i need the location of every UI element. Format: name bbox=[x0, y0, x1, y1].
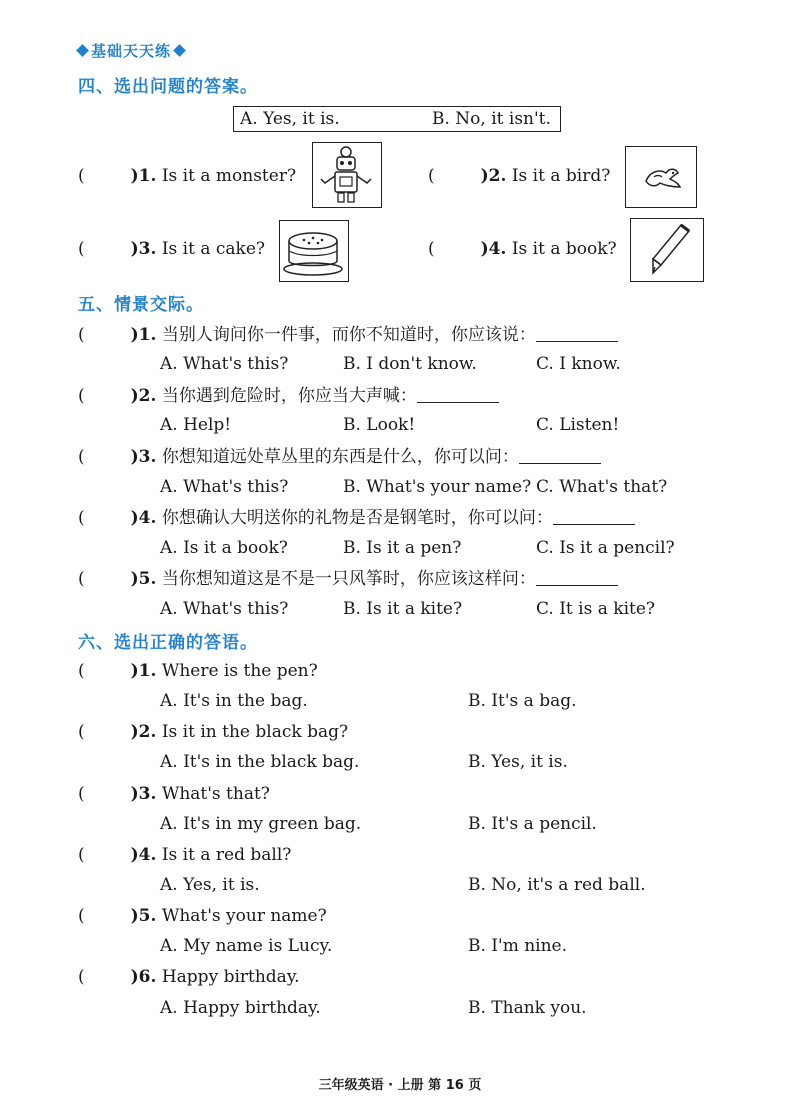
question-row: ( )1. 当别人询问你一件事，而你不知道时，你应该说： bbox=[78, 324, 618, 346]
choice-a: A. What's this? bbox=[160, 354, 289, 374]
question-text: 当别人询问你一件事，而你不知道时，你应该说： bbox=[161, 325, 536, 345]
choice-b: B. It's a pencil. bbox=[468, 814, 597, 834]
question-text: 当你想知道这是不是一只风筝时，你应该这样问： bbox=[161, 569, 536, 589]
choice-b: B. Is it a kite? bbox=[343, 599, 463, 619]
page-footer: 三年级英语 · 上册 第 16 页 bbox=[318, 1078, 482, 1093]
question-row: ( )1. Is it a monster? bbox=[78, 166, 297, 186]
choice-c: C. It is a kite? bbox=[536, 599, 656, 619]
choice-a: A. My name is Lucy. bbox=[160, 936, 333, 956]
choice-b: B. I don't know. bbox=[343, 354, 477, 374]
answer-paren[interactable]: ( bbox=[78, 967, 85, 987]
answer-paren[interactable]: ( bbox=[78, 906, 85, 926]
choice-a: A. It's in the black bag. bbox=[160, 752, 360, 772]
choice-a: A. Is it a book? bbox=[160, 538, 288, 558]
choice-a: A. It's in my green bag. bbox=[160, 814, 362, 834]
cake-icon bbox=[280, 221, 347, 280]
question-row: ( )1. Where is the pen? bbox=[78, 661, 318, 681]
diamond-icon bbox=[173, 44, 186, 57]
question-row: ( )4. Is it a book? bbox=[428, 239, 617, 259]
choice-a: A. Happy birthday. bbox=[160, 998, 321, 1018]
answer-blank[interactable] bbox=[536, 569, 618, 586]
answer-blank[interactable] bbox=[417, 386, 499, 403]
question-row: ( )3. 你想知道远处草丛里的东西是什么，你可以问： bbox=[78, 446, 601, 468]
question-row: ( )5. What's your name? bbox=[78, 906, 327, 926]
question-text: Is it a monster? bbox=[161, 166, 297, 186]
choice-b: B. No, it's a red ball. bbox=[468, 875, 646, 895]
question-text: 你想确认大明送你的礼物是否是钢笔时，你可以问： bbox=[161, 508, 553, 528]
question-text: Is it in the black bag? bbox=[161, 722, 349, 742]
diamond-icon bbox=[76, 44, 89, 57]
answer-options-box bbox=[233, 106, 561, 132]
choice-a: A. Help! bbox=[160, 415, 232, 435]
question-text: What's your name? bbox=[161, 906, 327, 926]
section-5-title: 五、情景交际。 bbox=[78, 295, 204, 315]
robot-picture bbox=[312, 142, 382, 208]
option-a: A. Yes, it is. bbox=[240, 109, 340, 129]
question-text: Happy birthday. bbox=[161, 967, 300, 987]
question-row: ( )2. 当你遇到危险时，你应当大声喊： bbox=[78, 385, 499, 407]
answer-paren[interactable]: ( bbox=[78, 569, 85, 589]
answer-blank[interactable] bbox=[519, 447, 601, 464]
answer-blank[interactable] bbox=[553, 508, 635, 525]
answer-paren[interactable]: ( bbox=[78, 166, 85, 186]
question-row: ( )5. 当你想知道这是不是一只风筝时，你应该这样问： bbox=[78, 568, 618, 590]
answer-paren[interactable]: ( bbox=[78, 722, 85, 742]
question-row: ( )4. Is it a red ball? bbox=[78, 845, 292, 865]
answer-paren[interactable]: ( bbox=[78, 447, 85, 467]
answer-paren[interactable]: ( bbox=[78, 661, 85, 681]
answer-paren[interactable]: ( bbox=[78, 386, 85, 406]
question-text: What's that? bbox=[161, 784, 270, 804]
answer-paren[interactable]: ( bbox=[78, 845, 85, 865]
pen-icon bbox=[631, 219, 702, 280]
answer-paren[interactable]: ( bbox=[78, 508, 85, 528]
choice-a: A. What's this? bbox=[160, 477, 289, 497]
cake-picture bbox=[279, 220, 349, 282]
choice-c: C. I know. bbox=[536, 354, 621, 374]
question-row: ( )2. Is it a bird? bbox=[428, 166, 611, 186]
choice-c: C. What's that? bbox=[536, 477, 668, 497]
pen-picture bbox=[630, 218, 704, 282]
choice-b: B. Thank you. bbox=[468, 998, 587, 1018]
answer-blank[interactable] bbox=[536, 325, 618, 342]
choice-c: C. Is it a pencil? bbox=[536, 538, 675, 558]
choice-b: B. Look! bbox=[343, 415, 416, 435]
question-text: Is it a red ball? bbox=[161, 845, 292, 865]
choice-b: B. It's a bag. bbox=[468, 691, 577, 711]
choice-b: B. What's your name? bbox=[343, 477, 532, 497]
question-row: ( )4. 你想确认大明送你的礼物是否是钢笔时，你可以问： bbox=[78, 507, 635, 529]
question-row: ( )6. Happy birthday. bbox=[78, 967, 300, 987]
answer-paren[interactable]: ( bbox=[428, 166, 435, 186]
choice-c: C. Listen! bbox=[536, 415, 620, 435]
answer-paren[interactable]: ( bbox=[78, 784, 85, 804]
question-text: 你想知道远处草丛里的东西是什么，你可以问： bbox=[161, 447, 519, 467]
choice-b: B. Yes, it is. bbox=[468, 752, 568, 772]
option-b: B. No, it isn't. bbox=[432, 109, 551, 129]
badge-label: 基础天天练 bbox=[91, 42, 172, 60]
answer-paren[interactable]: ( bbox=[78, 325, 85, 345]
section-badge bbox=[74, 40, 188, 61]
question-row: ( )3. Is it a cake? bbox=[78, 239, 266, 259]
question-text: Is it a book? bbox=[511, 239, 617, 259]
section-4-title: 四、选出问题的答案。 bbox=[78, 77, 258, 97]
choice-b: B. I'm nine. bbox=[468, 936, 568, 956]
choice-a: A. What's this? bbox=[160, 599, 289, 619]
answer-paren[interactable]: ( bbox=[78, 239, 85, 259]
choice-a: A. Yes, it is. bbox=[160, 875, 260, 895]
question-row: ( )3. What's that? bbox=[78, 784, 270, 804]
answer-paren[interactable]: ( bbox=[428, 239, 435, 259]
choice-b: B. Is it a pen? bbox=[343, 538, 462, 558]
question-text: 当你遇到危险时，你应当大声喊： bbox=[161, 386, 417, 406]
question-text: Is it a bird? bbox=[511, 166, 611, 186]
question-text: Is it a cake? bbox=[161, 239, 266, 259]
bird-picture bbox=[625, 146, 697, 208]
choice-a: A. It's in the bag. bbox=[160, 691, 308, 711]
robot-icon bbox=[313, 143, 380, 206]
question-row: ( )2. Is it in the black bag? bbox=[78, 722, 349, 742]
section-6-title: 六、选出正确的答语。 bbox=[78, 633, 258, 653]
question-text: Where is the pen? bbox=[161, 661, 318, 681]
bird-icon bbox=[626, 147, 695, 206]
